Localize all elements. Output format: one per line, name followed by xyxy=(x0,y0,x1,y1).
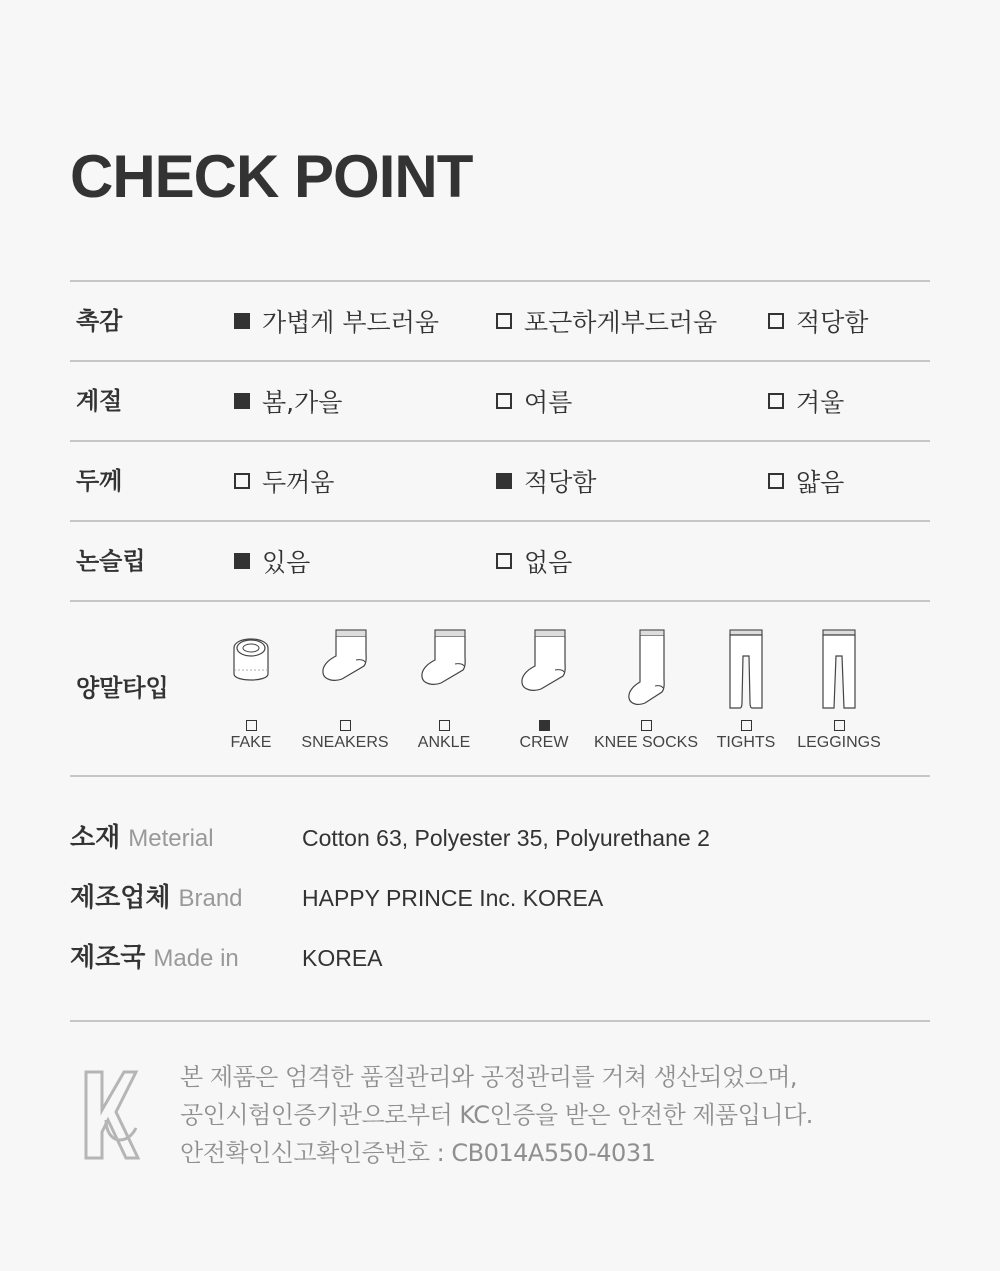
divider xyxy=(70,1020,930,1022)
option-thin[interactable] xyxy=(768,442,844,520)
tights-icon xyxy=(726,626,766,714)
checkbox[interactable] xyxy=(496,393,512,409)
checkbox[interactable] xyxy=(340,720,351,731)
sock-type-name: TIGHTS xyxy=(716,734,776,751)
checkbox[interactable] xyxy=(496,313,512,329)
knee-sock-icon xyxy=(626,626,666,710)
fake-sock-icon xyxy=(231,626,271,686)
info-material xyxy=(70,818,930,858)
option-moderate[interactable] xyxy=(768,282,868,360)
sock-type-label: 양말타입 xyxy=(76,674,169,702)
option-thick[interactable] xyxy=(234,442,334,520)
checkbox[interactable] xyxy=(768,473,784,489)
option-label: 가볍게 부드러움 xyxy=(262,308,439,337)
checkbox[interactable] xyxy=(641,720,652,731)
option-label: 여름 xyxy=(524,388,573,417)
sock-type-name: SNEAKERS xyxy=(301,734,389,751)
sock-type-crew[interactable] xyxy=(489,620,599,760)
checkbox[interactable] xyxy=(496,553,512,569)
option-winter[interactable] xyxy=(768,362,844,440)
feature-label: 논슬립 xyxy=(76,547,146,575)
option-cozy-soft[interactable] xyxy=(496,282,717,360)
option-light-soft[interactable] xyxy=(234,282,439,360)
certification-notice xyxy=(180,1058,920,1172)
option-label: 봄,가을 xyxy=(262,388,343,417)
divider xyxy=(70,775,930,777)
info-label xyxy=(70,938,239,979)
sneakers-sock-icon xyxy=(320,626,370,686)
option-spring-autumn[interactable] xyxy=(234,362,342,440)
sock-type-name: KNEE SOCKS xyxy=(593,734,699,751)
sock-type-name: LEGGINGS xyxy=(797,734,881,751)
sock-type-ankle[interactable] xyxy=(389,620,499,760)
sock-type-name: CREW xyxy=(519,734,569,751)
info-label xyxy=(70,878,243,919)
info-label-en: Meterial xyxy=(128,825,214,852)
option-label: 없음 xyxy=(524,548,573,577)
info-label-en: Made in xyxy=(153,945,239,972)
checkbox-checked[interactable] xyxy=(496,473,512,489)
option-label: 적당함 xyxy=(796,308,869,337)
option-yes[interactable] xyxy=(234,522,310,600)
info-value: HAPPY PRINCE Inc. KOREA xyxy=(302,885,604,911)
crew-sock-icon xyxy=(519,626,569,696)
ankle-sock-icon xyxy=(419,626,469,690)
checkbox-checked[interactable] xyxy=(234,393,250,409)
option-no[interactable] xyxy=(496,522,572,600)
feature-row-texture xyxy=(70,282,930,360)
info-label-ko: 소재 xyxy=(70,823,121,853)
checkbox[interactable] xyxy=(768,393,784,409)
notice-line: 안전확인신고확인증번호 : CB014A550-4031 xyxy=(180,1139,656,1167)
feature-row-nonslip xyxy=(70,522,930,600)
option-label: 포근하게부드러움 xyxy=(524,308,718,337)
info-label-en: Brand xyxy=(178,885,243,912)
leggings-icon xyxy=(819,626,859,714)
option-label: 두꺼움 xyxy=(262,468,335,497)
notice-line: 본 제품은 엄격한 품질관리와 공정관리를 거쳐 생산되었으며, xyxy=(180,1063,798,1091)
info-label xyxy=(70,818,214,859)
checkbox-checked[interactable] xyxy=(234,313,250,329)
info-brand xyxy=(70,878,930,918)
sock-type-name: ANKLE xyxy=(417,734,471,751)
feature-label: 촉감 xyxy=(76,307,123,335)
checkbox[interactable] xyxy=(246,720,257,731)
option-label: 겨울 xyxy=(796,388,845,417)
feature-label: 두께 xyxy=(76,467,123,495)
divider xyxy=(70,600,930,602)
checkbox[interactable] xyxy=(834,720,845,731)
option-label: 있음 xyxy=(262,548,311,577)
checkbox-checked[interactable] xyxy=(539,720,550,731)
checkbox-checked[interactable] xyxy=(234,553,250,569)
option-label: 얇음 xyxy=(796,468,845,497)
feature-row-thickness xyxy=(70,442,930,520)
kc-mark-icon xyxy=(82,1070,140,1160)
sock-type-name: FAKE xyxy=(230,734,272,751)
info-value: Cotton 63, Polyester 35, Polyurethane 2 xyxy=(302,825,710,851)
checkbox[interactable] xyxy=(234,473,250,489)
checkbox[interactable] xyxy=(439,720,450,731)
sock-type-knee[interactable] xyxy=(591,620,701,760)
notice-line: 공인시험인증기관으로부터 KC인증을 받은 안전한 제품입니다. xyxy=(180,1101,813,1129)
page-title: CHECK POINT xyxy=(70,143,473,210)
info-value: KOREA xyxy=(302,945,383,971)
option-label: 적당함 xyxy=(524,468,597,497)
feature-label: 계절 xyxy=(76,387,123,415)
sock-type-sneakers[interactable] xyxy=(290,620,400,760)
info-origin xyxy=(70,938,930,978)
info-label-ko: 제조국 xyxy=(70,943,146,973)
feature-row-season xyxy=(70,362,930,440)
info-label-ko: 제조업체 xyxy=(70,883,171,913)
option-summer[interactable] xyxy=(496,362,572,440)
option-medium[interactable] xyxy=(496,442,596,520)
checkbox[interactable] xyxy=(768,313,784,329)
checkbox[interactable] xyxy=(741,720,752,731)
sock-type-leggings[interactable] xyxy=(784,620,894,760)
